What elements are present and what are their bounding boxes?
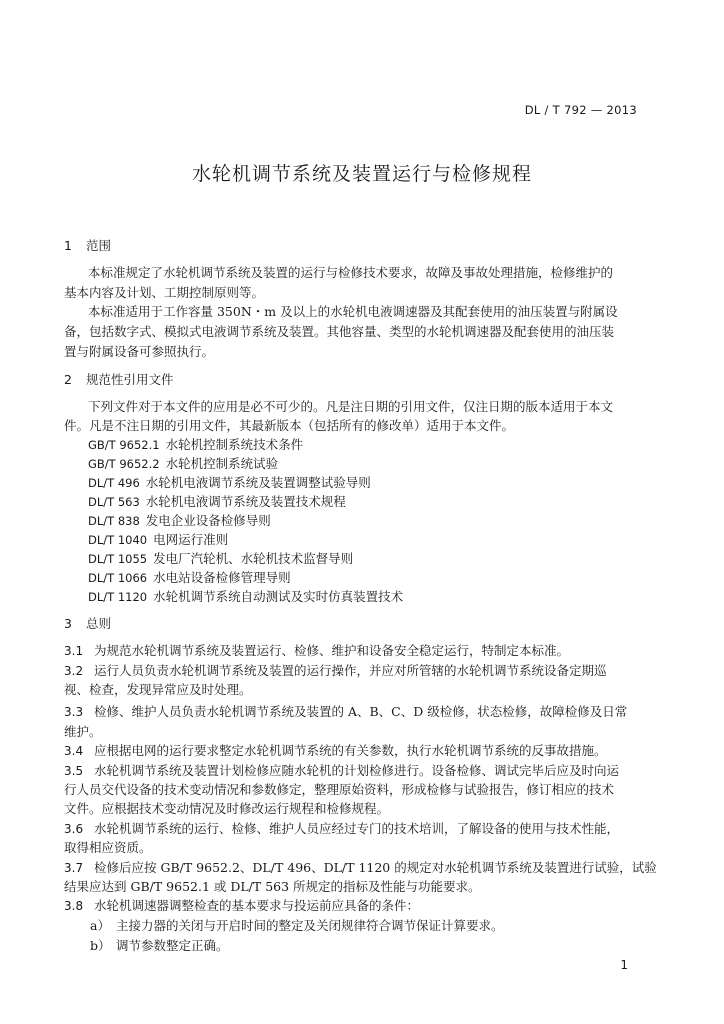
reference-title: 水轮机调节系统自动测试及实时仿真装置技术 (153, 589, 404, 604)
reference-code: DL/T 1055 (88, 552, 148, 566)
reference-code: DL/T 838 (88, 514, 140, 528)
section-number: 3 (64, 616, 72, 631)
standard-number: DL / T 792 — 2013 (524, 103, 637, 117)
clause-3-3 (64, 702, 662, 720)
reference-item (88, 492, 346, 510)
list-marker: b） (90, 938, 111, 953)
list-text: 主接力器的关闭与开启时间的整定及关闭规律符合调节保证计算要求。 (116, 918, 504, 933)
reference-item (88, 587, 403, 605)
reference-title: 发电企业设备检修导则 (145, 513, 271, 528)
section-number: 1 (64, 238, 72, 253)
page-title: 水轮机调节系统及装置运行与检修规程 (191, 163, 532, 185)
clause-number: 3.2 (64, 664, 84, 678)
clause-text: 水轮机调速器调整检查的基本要求与投运前应具备的条件： (94, 898, 420, 913)
clause-3-3-line2: 维护。 (64, 724, 102, 739)
section-title: 规范性引用文件 (86, 372, 174, 387)
reference-code: DL/T 1040 (88, 533, 148, 547)
refs-intro-line1: 下列文件对于本文件的应用是必不可少的。凡是注日期的引用文件，仅注日期的版本适用于本文 (88, 399, 614, 414)
clause-text: 运行人员负责水轮机调节系统及装置的运行操作，并应对所管辖的水轮机调节系统设备定期巡 (94, 663, 607, 678)
scope-para1-line1: 本标准规定了水轮机调节系统及装置的运行与检修技术要求，故障及事故处理措施，检修维护的 (88, 265, 614, 280)
reference-code: DL/T 1120 (88, 590, 148, 604)
list-item-b (90, 936, 229, 954)
reference-code: DL/T 1066 (88, 571, 148, 585)
clause-text: 检修、维护人员负责水轮机调节系统及装置的 A、B、C、D 级检修，状态检修，故障检修及日常 (94, 704, 628, 719)
scope-para2-line3: 置与附属设备可参照执行。 (64, 344, 215, 359)
clause-text: 检修后应按 GB/T 9652.2、DL/T 496、DL/T 1120 的规定对水轮机调节系统及装置进行试验，试验 (94, 860, 657, 875)
list-item-a (90, 916, 504, 934)
clause-3-4 (64, 741, 662, 759)
refs-intro-line2: 件。凡是不注日期的引用文件，其最新版本（包括所有的修改单）适用于本文件。 (64, 418, 515, 433)
clause-3-5 (64, 761, 662, 779)
reference-item (88, 454, 278, 472)
section-title: 总则 (86, 616, 112, 631)
reference-code: GB/T 9652.2 (88, 457, 160, 471)
clause-3-6 (64, 819, 662, 837)
reference-title: 电网运行准则 (153, 532, 229, 547)
section-heading-2 (64, 370, 174, 388)
reference-title: 水轮机电液调节系统及装置调整试验导则 (145, 475, 371, 490)
clause-number: 3.8 (64, 899, 84, 913)
clause-3-5-line2: 行人员交代设备的技术变动情况和参数修定，整理原始资料，形成检修与试验报告，修订相应的技术 (64, 782, 615, 797)
reference-code: GB/T 9652.1 (88, 438, 160, 452)
page-number: 1 (620, 958, 628, 972)
scope-para1-line2: 基本内容及计划、工期控制原则等。 (64, 285, 265, 300)
clause-number: 3.3 (64, 705, 84, 719)
section-heading-3 (64, 614, 111, 632)
reference-item (88, 549, 353, 567)
clause-number: 3.7 (64, 861, 84, 875)
reference-item (88, 530, 228, 548)
reference-title: 水轮机控制系统试验 (165, 456, 279, 471)
scope-para2-line1: 本标准适用于工作容量 350N・m 及以上的水轮机电液调速器及其配套使用的油压装置与附属设 (88, 304, 618, 319)
clause-3-7-line2: 结果应达到 GB/T 9652.1 或 DL/T 563 所规定的指标及性能与功能要求。 (64, 879, 481, 894)
clause-number: 3.5 (64, 764, 84, 778)
clause-3-6-line2: 取得相应资质。 (64, 840, 152, 855)
list-marker: a） (90, 918, 110, 933)
clause-3-7 (64, 858, 662, 876)
section-heading-1 (64, 236, 111, 254)
reference-code: DL/T 496 (88, 476, 140, 490)
reference-code: DL/T 563 (88, 495, 140, 509)
clause-number: 3.6 (64, 822, 84, 836)
clause-3-2-line2: 视、检查，发现异常应及时处理。 (64, 682, 252, 697)
clause-text: 应根据电网的运行要求整定水轮机调节系统的有关参数，执行水轮机调节系统的反事故措施。 (94, 743, 607, 758)
reference-title: 发电厂汽轮机、水轮机技术监督导则 (153, 551, 354, 566)
reference-title: 水轮机控制系统技术条件 (165, 437, 304, 452)
clause-text: 水轮机调节系统及装置计划检修应随水轮机的计划检修进行。设备检修、调试完毕后应及时向运 (94, 763, 620, 778)
clause-text: 为规范水轮机调节系统及装置运行、检修、维护和设备安全稳定运行，特制定本标准。 (94, 643, 570, 658)
reference-item (88, 568, 291, 586)
reference-title: 水轮机电液调节系统及装置技术规程 (145, 494, 346, 509)
reference-title: 水电站设备检修管理导则 (153, 570, 291, 585)
section-title: 范围 (86, 238, 112, 253)
reference-item (88, 473, 371, 491)
reference-item (88, 435, 303, 453)
reference-item (88, 511, 271, 529)
clause-number: 3.4 (64, 744, 84, 758)
clause-number: 3.1 (64, 644, 84, 658)
clause-3-5-line3: 文件。应根据技术变动情况及时修改运行规程和检修规程。 (64, 801, 390, 816)
scope-para2-line2: 备，包括数字式、模拟式电液调节系统及装置。其他容量、类型的水轮机调速器及配套使用的油压装 (64, 324, 615, 339)
clause-text: 水轮机调节系统的运行、检修、维护人员应经过专门的技术培训，了解设备的使用与技术性能， (94, 821, 620, 836)
section-number: 2 (64, 372, 72, 387)
list-text: 调节参数整定正确。 (116, 938, 229, 953)
clause-3-2 (64, 661, 662, 679)
clause-3-1 (64, 641, 662, 659)
clause-3-8 (64, 896, 662, 914)
